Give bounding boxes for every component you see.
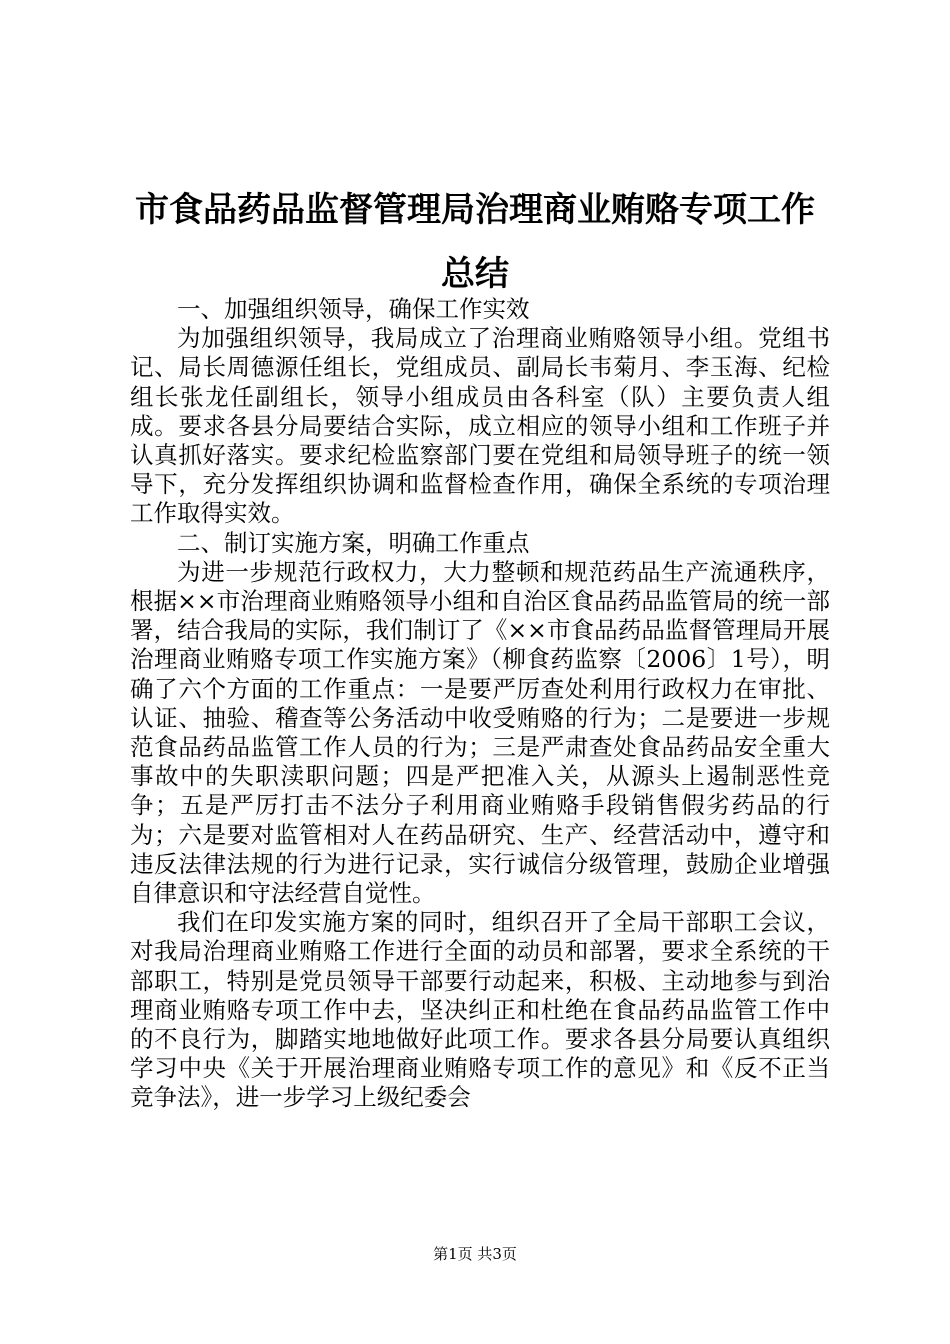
paragraph-1: 为加强组织领导，我局成立了治理商业贿赂领导小组。党组书记、局长周德源任组长，党组成员、副局长韦菊月、李玉海、纪检组长张龙任副组长，领导小组成员由各科室（队）主要负责人组成。要求各县分局要结合实际，成立相应的领导小组和工作班子并认真抓好落实。要求纪检监察部门要在党组和局领导班子的统一领导下，充分发挥组织协调和监督检查作用，确保全系统的专项治理工作取得实效。 [130, 324, 830, 528]
paragraph-2: 为进一步规范行政权力，大力整顿和规范药品生产流通秩序，根据××市治理商业贿赂领导小组和自治区食品药品监管局的统一部署，结合我局的实际，我们制订了《××市食品药品监督管理局开展治理商业贿赂专项工作实施方案》（柳食药监察〔2006〕1号），明确了六个方面的工作重点：一是要严厉查处利用行政权力在审批、认证、抽验、稽查等公务活动中收受贿赂的行为；二是要进一步规范食品药品监管工作人员的行为；三是严肃查处食品药品安全重大事故中的失职渎职问题；四是严把准入关，从源头上遏制恶性竞争；五是严厉打击不法分子利用商业贿赂手段销售假劣药品的行为；六是要对监管相对人在药品研究、生产、经营活动中，遵守和违反法律法规的行为进行记录，实行诚信分级管理，鼓励企业增强自律意识和守法经营自觉性。 [130, 557, 830, 908]
document-title [110, 178, 840, 306]
section-heading-1: 一、加强组织领导，确保工作实效 [177, 295, 530, 323]
title-line-1: 市食品药品监督管理局治理商业贿赂专项工作 [135, 190, 815, 230]
title-line-2: 总结 [441, 254, 509, 294]
section-heading-2: 二、制订实施方案，明确工作重点 [177, 528, 530, 557]
document-body [130, 295, 830, 1113]
paragraph-3: 我们在印发实施方案的同时，组织召开了全局干部职工会议，对我局治理商业贿赂工作进行全面的动员和部署，要求全系统的干部职工，特别是党员领导干部要行动起来，积极、主动地参与到治理商业贿赂专项工作中去，坚决纠正和杜绝在食品药品监管工作中的不良行为，脚踏实地地做好此项工作。要求各县分局要认真组织学习中央《关于开展治理商业贿赂专项工作的意见》和《反不正当竞争法》，进一步学习上级纪委会 [130, 908, 830, 1112]
page-footer: 第1页 共3页 [433, 1245, 517, 1263]
